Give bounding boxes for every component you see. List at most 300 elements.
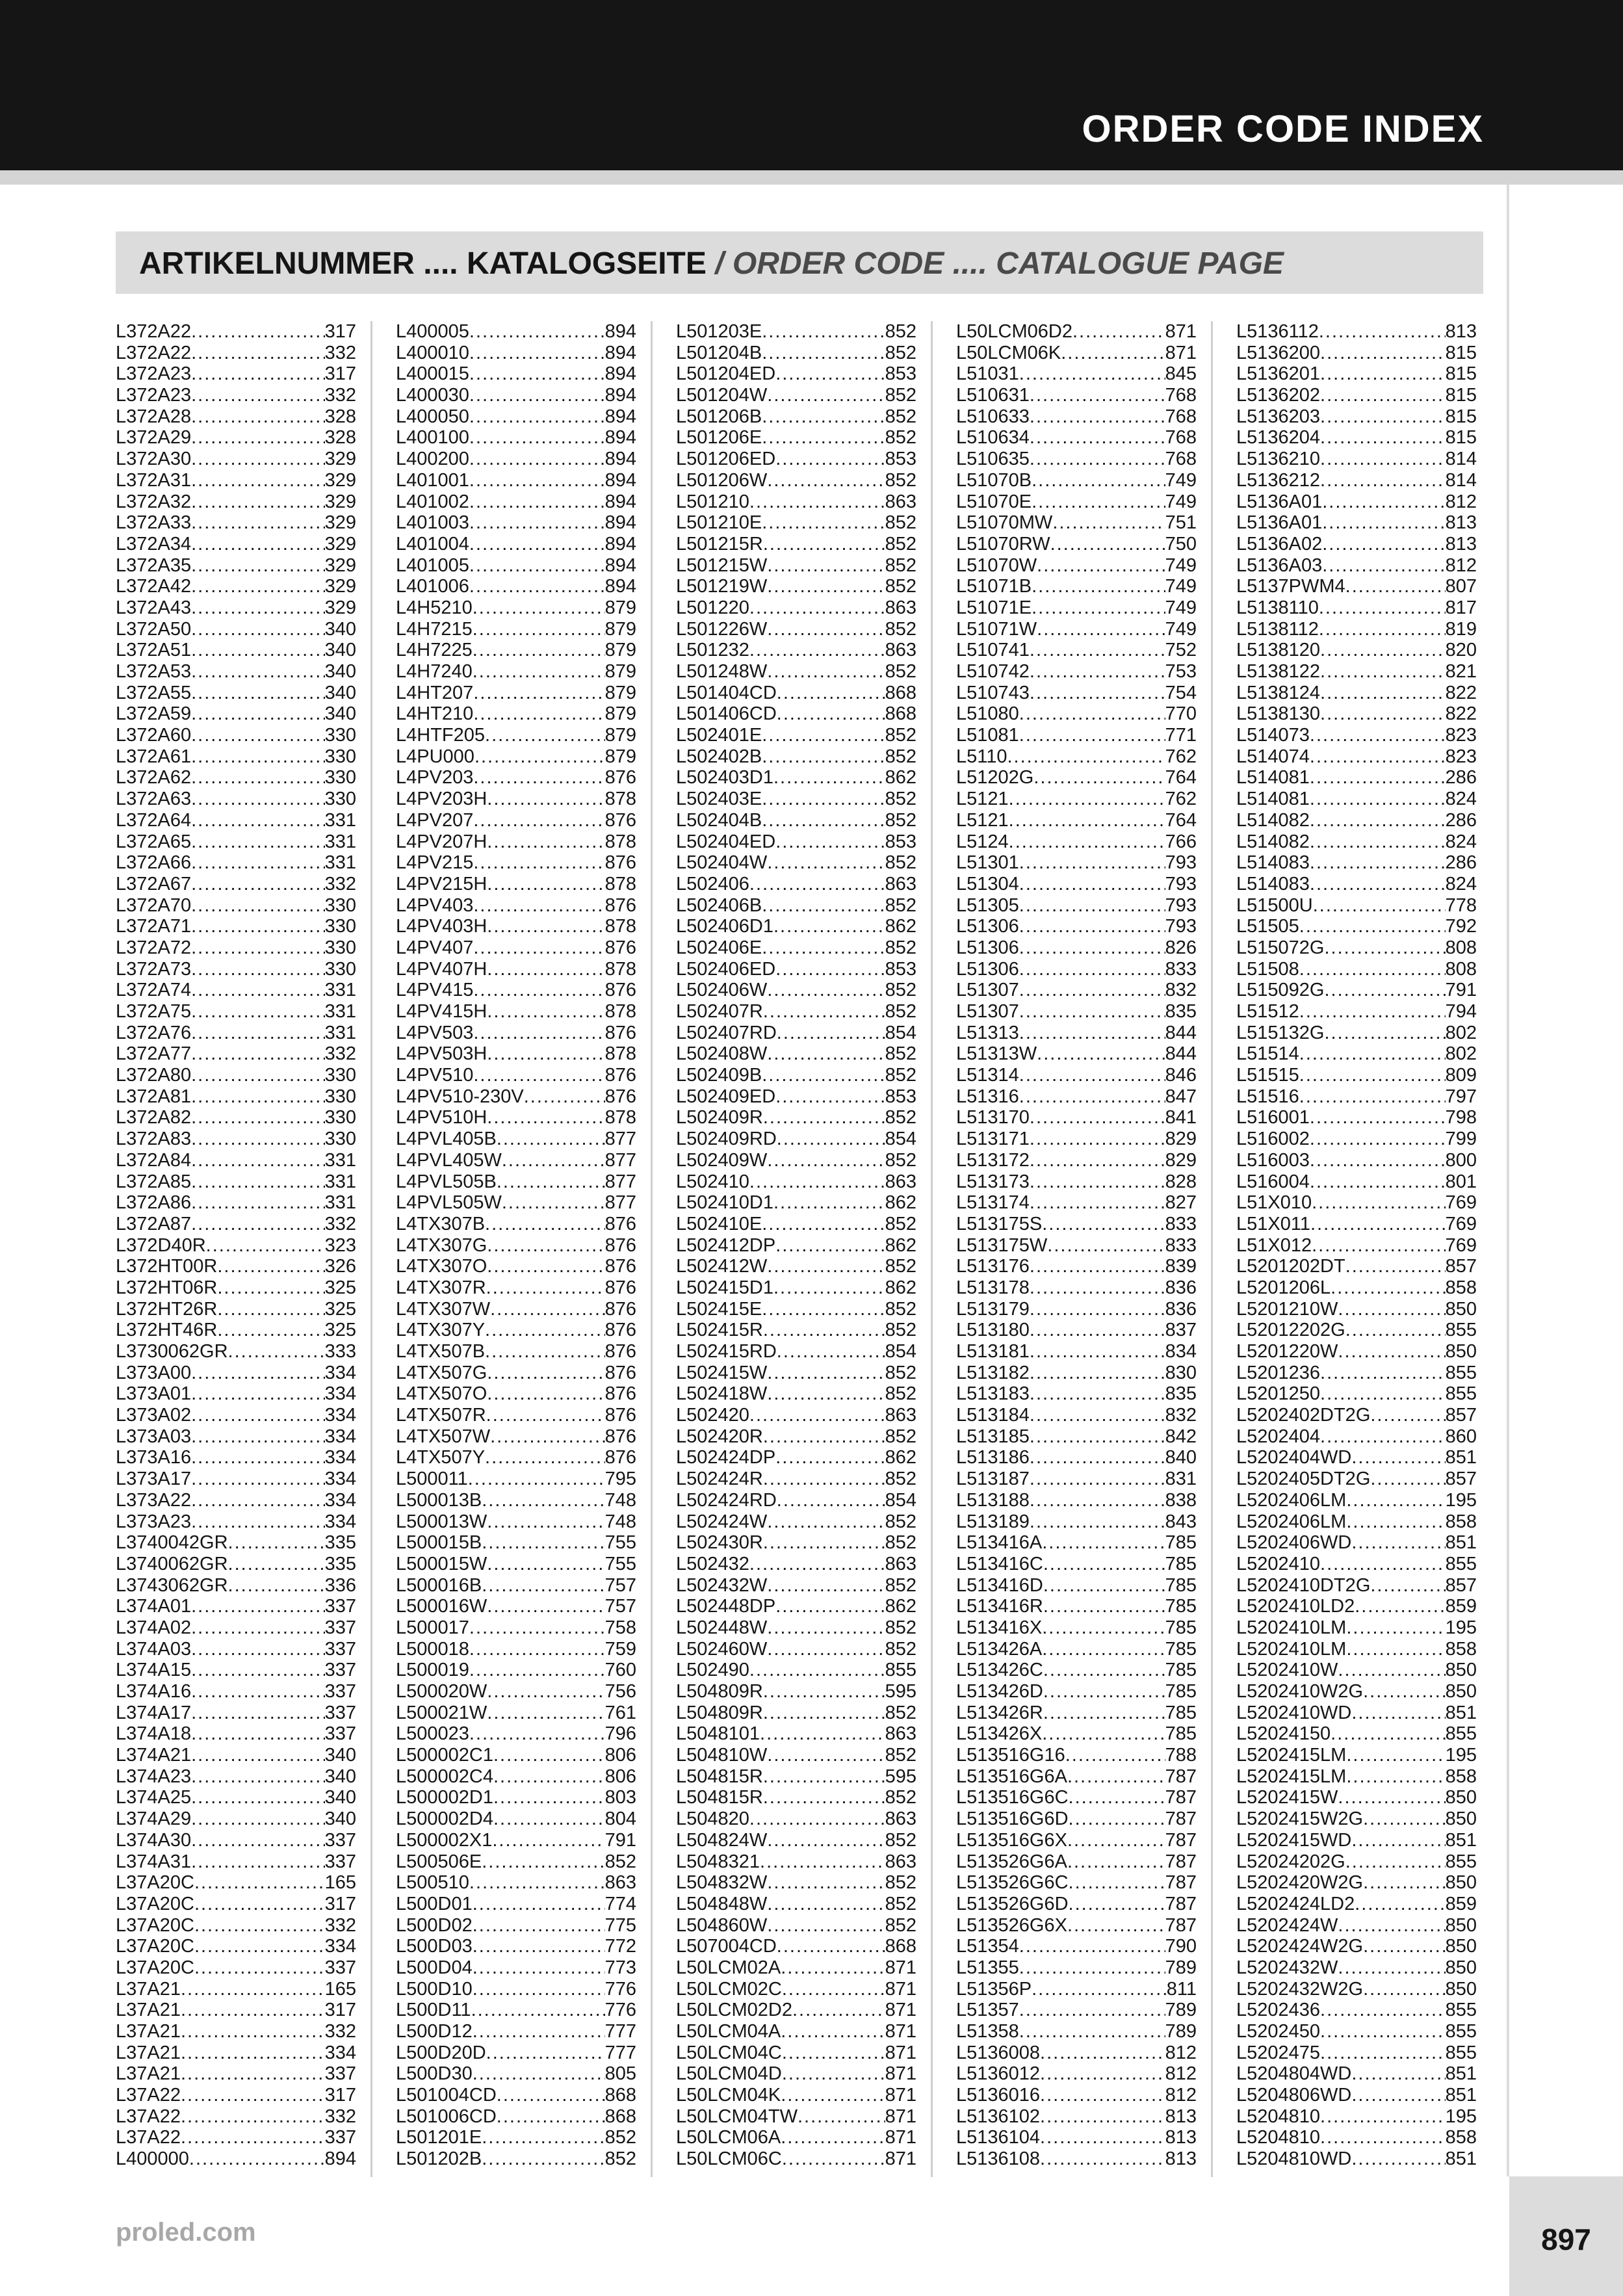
dot-leader xyxy=(1030,1299,1165,1320)
dot-leader xyxy=(767,619,885,640)
index-row xyxy=(116,1277,356,1299)
catalogue-page: 325 xyxy=(324,1320,356,1341)
index-row xyxy=(956,1681,1197,1702)
catalogue-page: 863 xyxy=(885,1405,916,1426)
index-row xyxy=(956,491,1197,513)
dot-leader xyxy=(502,1150,605,1171)
index-row xyxy=(396,1936,636,1957)
dot-leader xyxy=(1047,1235,1165,1257)
dot-leader xyxy=(486,2042,605,2064)
catalogue-page: 852 xyxy=(885,789,916,810)
index-row xyxy=(116,1426,356,1448)
catalogue-page: 286 xyxy=(1445,767,1477,789)
index-row xyxy=(956,1277,1197,1299)
dot-leader xyxy=(1040,2063,1165,2085)
dot-leader xyxy=(191,343,324,364)
dot-leader xyxy=(1310,810,1446,831)
dot-leader xyxy=(1310,746,1446,768)
index-row xyxy=(396,619,636,640)
dot-leader xyxy=(1346,1766,1445,1788)
dot-leader xyxy=(1299,916,1446,937)
index-row xyxy=(1236,470,1477,491)
dot-leader xyxy=(191,937,324,959)
catalogue-page: 332 xyxy=(324,385,356,406)
dot-leader xyxy=(1030,1320,1165,1341)
order-code: L4PV203 xyxy=(396,767,474,789)
index-row xyxy=(396,491,636,513)
dot-leader xyxy=(473,619,605,640)
catalogue-page: 853 xyxy=(885,449,916,470)
catalogue-page: 317 xyxy=(324,2000,356,2021)
dot-leader xyxy=(767,576,885,597)
order-code: L502409RD xyxy=(676,1128,777,1150)
order-code: L502406W xyxy=(676,980,768,1001)
dot-leader xyxy=(191,385,324,406)
catalogue-page: 333 xyxy=(324,1341,356,1362)
order-code: L500506E xyxy=(396,1851,482,1872)
catalogue-page: 331 xyxy=(324,1001,356,1022)
order-code: L501206ED xyxy=(676,449,776,470)
index-row xyxy=(676,852,916,874)
order-code: L5202436 xyxy=(1236,2000,1321,2021)
index-row xyxy=(1236,1490,1477,1511)
index-row xyxy=(1236,640,1477,661)
order-code: L500D03 xyxy=(396,1936,473,1957)
order-code: L500D10 xyxy=(396,1978,473,2000)
order-code: L372A86 xyxy=(116,1192,192,1214)
catalogue-page: 329 xyxy=(324,491,356,512)
index-row xyxy=(956,1214,1197,1235)
dot-leader xyxy=(749,491,885,513)
order-code: L51070B xyxy=(956,469,1032,491)
index-row xyxy=(1236,1723,1477,1745)
dot-leader xyxy=(487,1001,604,1023)
dot-leader xyxy=(487,1702,604,1724)
catalogue-page: 878 xyxy=(604,873,636,894)
index-row xyxy=(396,470,636,491)
catalogue-page: 876 xyxy=(604,767,636,789)
index-row xyxy=(396,1128,636,1150)
catalogue-page: 852 xyxy=(885,512,916,534)
order-code: L4PV407H xyxy=(396,958,487,980)
catalogue-page: 852 xyxy=(885,1298,916,1320)
order-code: L516002 xyxy=(1236,1128,1310,1150)
order-code: L501215W xyxy=(676,554,768,576)
dot-leader xyxy=(1322,512,1445,534)
index-row xyxy=(116,470,356,491)
order-code: L5136A01 xyxy=(1236,512,1323,534)
dot-leader xyxy=(181,2127,325,2148)
catalogue-page: 894 xyxy=(604,533,636,554)
order-code: L504815R xyxy=(676,1787,763,1808)
order-code: L51305 xyxy=(956,894,1019,916)
dot-leader xyxy=(775,1235,885,1257)
catalogue-page: 862 xyxy=(885,1447,916,1468)
catalogue-page: 340 xyxy=(324,1766,356,1787)
index-row xyxy=(1236,1681,1477,1702)
catalogue-page: 829 xyxy=(1165,1149,1197,1171)
index-row xyxy=(676,1171,916,1193)
catalogue-page: 863 xyxy=(604,1872,636,1894)
dot-leader xyxy=(1030,1128,1165,1150)
order-code: L51301 xyxy=(956,852,1019,874)
catalogue-page: 595 xyxy=(885,1681,916,1702)
catalogue-page: 790 xyxy=(1165,1936,1197,1957)
index-row xyxy=(676,1086,916,1108)
dot-leader xyxy=(191,321,324,343)
order-code: L372A61 xyxy=(116,746,192,767)
catalogue-page: 749 xyxy=(1165,597,1197,618)
dot-leader xyxy=(762,746,885,768)
index-row xyxy=(1236,1065,1477,1086)
dot-leader xyxy=(775,363,885,385)
order-code: L401001 xyxy=(396,469,469,491)
dot-leader xyxy=(1069,1894,1165,1915)
dot-leader xyxy=(1338,1915,1445,1937)
catalogue-page: 764 xyxy=(1165,809,1197,831)
order-code: L51508 xyxy=(1236,958,1299,980)
index-row xyxy=(956,746,1197,768)
order-code: L51514 xyxy=(1236,1043,1299,1065)
catalogue-page: 862 xyxy=(885,1596,916,1617)
dot-leader xyxy=(487,916,604,937)
index-row xyxy=(1236,1235,1477,1257)
catalogue-page: 859 xyxy=(1445,1596,1477,1617)
catalogue-page: 854 xyxy=(885,1341,916,1362)
order-code: L5136016 xyxy=(956,2085,1041,2106)
order-code: L372HT46R xyxy=(116,1320,218,1341)
order-code: L501219W xyxy=(676,576,768,597)
order-code: L502406E xyxy=(676,937,762,958)
index-row xyxy=(116,1766,356,1788)
order-code: L502406D1 xyxy=(676,916,773,937)
dot-leader xyxy=(191,1808,324,1830)
order-code: L373A16 xyxy=(116,1447,192,1468)
dot-leader xyxy=(763,1766,885,1788)
dot-leader xyxy=(777,1936,885,1957)
index-row xyxy=(676,1532,916,1554)
index-row xyxy=(396,1001,636,1023)
order-code: L513184 xyxy=(956,1405,1030,1426)
order-code: L502406B xyxy=(676,894,762,916)
catalogue-page: 852 xyxy=(885,1702,916,1723)
index-row xyxy=(676,980,916,1001)
catalogue-page: 776 xyxy=(604,2000,636,2021)
order-code: L502409B xyxy=(676,1065,762,1086)
catalogue-page: 329 xyxy=(324,469,356,491)
dot-leader xyxy=(1363,1808,1446,1830)
index-row xyxy=(396,1830,636,1851)
catalogue-page: 852 xyxy=(885,1638,916,1660)
index-row xyxy=(396,1150,636,1171)
dot-leader xyxy=(191,1214,324,1235)
index-row xyxy=(396,1872,636,1894)
catalogue-page: 858 xyxy=(1445,1638,1477,1660)
catalogue-page: 855 xyxy=(1445,1320,1477,1341)
order-code: L501206E xyxy=(676,427,762,449)
catalogue-page: 859 xyxy=(1445,1893,1477,1914)
dot-leader xyxy=(1319,597,1446,619)
dot-leader xyxy=(1320,449,1446,470)
catalogue-page: 824 xyxy=(1445,873,1477,894)
dot-leader xyxy=(194,1872,325,1894)
index-row xyxy=(396,1766,636,1788)
dot-leader xyxy=(1351,2063,1445,2085)
order-code: L372A62 xyxy=(116,767,192,789)
dot-leader xyxy=(775,1086,885,1108)
dot-leader xyxy=(191,1447,324,1468)
catalogue-page: 852 xyxy=(885,1065,916,1086)
order-code: L4PVL405B xyxy=(396,1128,497,1150)
dot-leader xyxy=(767,1745,885,1766)
order-code: L4PV215 xyxy=(396,852,474,874)
index-row xyxy=(956,1468,1197,1490)
index-row xyxy=(396,1447,636,1468)
index-row xyxy=(956,1915,1197,1937)
order-code: L513189 xyxy=(956,1511,1030,1532)
dot-leader xyxy=(762,937,885,959)
index-row xyxy=(1236,959,1477,980)
order-code: L5138120 xyxy=(1236,640,1321,661)
index-row xyxy=(396,1405,636,1426)
dot-leader xyxy=(487,1554,604,1575)
order-code: L513516G6D xyxy=(956,1808,1069,1830)
catalogue-page: 852 xyxy=(885,980,916,1001)
index-row xyxy=(1236,895,1477,917)
catalogue-page: 824 xyxy=(1445,789,1477,810)
dot-leader xyxy=(762,343,885,364)
index-row xyxy=(956,1575,1197,1597)
order-code: L37A22 xyxy=(116,2085,181,2106)
index-row xyxy=(956,1107,1197,1128)
catalogue-page: 876 xyxy=(604,1405,636,1426)
catalogue-page: 862 xyxy=(885,767,916,789)
order-code: L502403E xyxy=(676,789,762,810)
dot-leader xyxy=(217,1277,324,1299)
index-row xyxy=(956,640,1197,661)
catalogue-page: 824 xyxy=(1445,831,1477,852)
order-code: L5201236 xyxy=(1236,1362,1321,1383)
catalogue-page: 797 xyxy=(1445,1086,1477,1107)
dot-leader xyxy=(1019,1065,1165,1086)
dot-leader xyxy=(485,1341,605,1363)
dot-leader xyxy=(1030,1511,1165,1533)
index-row xyxy=(1236,1808,1477,1830)
catalogue-page: 813 xyxy=(1165,2106,1197,2127)
index-row xyxy=(116,1851,356,1873)
catalogue-page: 850 xyxy=(1445,1914,1477,1936)
order-code: L51316 xyxy=(956,1086,1019,1107)
order-code: L504860W xyxy=(676,1914,768,1936)
dot-leader xyxy=(777,1341,885,1363)
dot-leader xyxy=(792,2000,885,2021)
catalogue-page: 337 xyxy=(324,1617,356,1638)
order-code: L4TX307G xyxy=(396,1234,487,1256)
index-row xyxy=(116,1745,356,1766)
dot-leader xyxy=(1032,597,1165,619)
index-row xyxy=(1236,555,1477,577)
dot-leader xyxy=(490,1299,605,1320)
catalogue-page: 793 xyxy=(1165,873,1197,894)
order-code: L502409W xyxy=(676,1149,768,1171)
index-row xyxy=(396,1363,636,1384)
dot-leader xyxy=(1313,895,1446,917)
index-row xyxy=(956,427,1197,449)
index-row xyxy=(396,363,636,385)
index-row xyxy=(956,895,1197,917)
catalogue-page: 852 xyxy=(885,1213,916,1234)
dot-leader xyxy=(191,1150,324,1171)
order-code: L513426C xyxy=(956,1660,1043,1681)
catalogue-page: 835 xyxy=(1165,1383,1197,1405)
dot-leader xyxy=(191,534,324,555)
dot-leader xyxy=(763,534,885,555)
order-code: L4PV415H xyxy=(396,1001,487,1022)
index-row xyxy=(116,534,356,555)
dot-leader xyxy=(1363,1872,1446,1894)
catalogue-page: 879 xyxy=(604,746,636,767)
dot-leader xyxy=(1351,1830,1445,1851)
catalogue-page: 317 xyxy=(324,1893,356,1914)
index-row xyxy=(676,2000,916,2021)
order-code: L500D30 xyxy=(396,2063,473,2085)
index-row xyxy=(676,1681,916,1702)
order-code: L504832W xyxy=(676,1872,768,1894)
order-code: L510742 xyxy=(956,661,1030,682)
order-code: L513171 xyxy=(956,1128,1030,1150)
catalogue-page: 808 xyxy=(1445,937,1477,958)
catalogue-page: 852 xyxy=(885,1149,916,1171)
index-row xyxy=(1236,343,1477,364)
catalogue-page: 785 xyxy=(1165,1723,1197,1745)
index-row xyxy=(956,555,1197,577)
dot-leader xyxy=(1061,343,1165,364)
order-code: L500018 xyxy=(396,1638,469,1660)
index-row xyxy=(396,831,636,853)
dot-leader xyxy=(487,1383,604,1405)
dot-leader xyxy=(1299,1043,1446,1065)
catalogue-page: 773 xyxy=(604,1957,636,1978)
catalogue-page: 814 xyxy=(1445,469,1477,491)
catalogue-page: 787 xyxy=(1165,1893,1197,1914)
index-row xyxy=(396,1787,636,1808)
dot-leader xyxy=(1320,703,1446,725)
order-code: L372A50 xyxy=(116,618,192,640)
dot-leader xyxy=(1040,2106,1165,2128)
index-row xyxy=(1236,831,1477,853)
order-code: L5136A01 xyxy=(1236,491,1323,512)
catalogue-page: 843 xyxy=(1165,1511,1197,1532)
order-code: L501204B xyxy=(676,342,762,363)
catalogue-page: 847 xyxy=(1165,1086,1197,1107)
index-row xyxy=(676,937,916,959)
order-code: L501210E xyxy=(676,512,762,534)
index-row xyxy=(1236,363,1477,385)
order-code: L51354 xyxy=(956,1936,1019,1957)
catalogue-page: 813 xyxy=(1165,2127,1197,2148)
index-row xyxy=(116,2000,356,2021)
index-row xyxy=(1236,683,1477,704)
dot-leader xyxy=(469,576,605,597)
order-code: L372A80 xyxy=(116,1065,192,1086)
index-row xyxy=(676,1596,916,1617)
index-row xyxy=(1236,1426,1477,1448)
catalogue-page: 323 xyxy=(324,1234,356,1256)
order-code: L51081 xyxy=(956,725,1019,746)
order-code: L5202404 xyxy=(1236,1426,1321,1447)
dot-leader xyxy=(469,385,605,406)
catalogue-page: 862 xyxy=(885,1277,916,1298)
order-code: L500510 xyxy=(396,1872,469,1894)
dot-leader xyxy=(181,1979,325,2000)
order-code: L374A21 xyxy=(116,1745,192,1766)
dot-leader xyxy=(763,1320,885,1341)
order-code: L5202424W2G xyxy=(1236,1936,1364,1957)
order-code: L51313 xyxy=(956,1022,1019,1043)
catalogue-page: 876 xyxy=(604,937,636,958)
dot-leader xyxy=(1338,1787,1445,1808)
dot-leader xyxy=(775,1596,885,1617)
catalogue-page: 337 xyxy=(324,1681,356,1702)
catalogue-page: 858 xyxy=(1445,1277,1477,1298)
index-row xyxy=(956,576,1197,597)
catalogue-page: 330 xyxy=(324,1107,356,1128)
order-code: L400005 xyxy=(396,321,469,342)
catalogue-page: 787 xyxy=(1165,1851,1197,1872)
catalogue-page: 335 xyxy=(324,1532,356,1554)
order-code: L510631 xyxy=(956,385,1030,406)
index-row xyxy=(676,1830,916,1851)
catalogue-page: 332 xyxy=(324,1213,356,1234)
catalogue-page: 860 xyxy=(1445,1426,1477,1447)
index-row xyxy=(396,1214,636,1235)
dot-leader xyxy=(1009,789,1165,810)
catalogue-page: 876 xyxy=(604,1022,636,1043)
index-row xyxy=(116,1660,356,1681)
index-row xyxy=(1236,2000,1477,2021)
dot-leader xyxy=(1019,895,1165,917)
order-code: L51080 xyxy=(956,703,1019,725)
dot-leader xyxy=(1322,491,1445,513)
catalogue-page: 329 xyxy=(324,449,356,470)
index-row xyxy=(116,640,356,661)
index-row xyxy=(116,2063,356,2085)
catalogue-page: 833 xyxy=(1165,1213,1197,1234)
order-code: L510634 xyxy=(956,427,1030,449)
order-code: L514082 xyxy=(1236,809,1310,831)
index-row xyxy=(956,2106,1197,2128)
catalogue-page: 857 xyxy=(1445,1256,1477,1277)
order-code: L4PV510 xyxy=(396,1065,474,1086)
catalogue-page: 332 xyxy=(324,1043,356,1065)
dot-leader xyxy=(1320,640,1446,661)
dot-leader xyxy=(767,555,885,577)
order-code: L50LCM06D2 xyxy=(956,321,1072,342)
order-code: L5202410WD xyxy=(1236,1702,1352,1723)
catalogue-page: 760 xyxy=(604,1660,636,1681)
index-row xyxy=(956,1341,1197,1363)
order-code: L372A75 xyxy=(116,1001,192,1022)
catalogue-page: 195 xyxy=(1445,1617,1477,1638)
order-code: L513416A xyxy=(956,1532,1043,1554)
catalogue-page: 852 xyxy=(885,1914,916,1936)
catalogue-page: 805 xyxy=(604,2063,636,2085)
order-code: L513185 xyxy=(956,1426,1030,1447)
page-number: 897 xyxy=(1541,2223,1591,2256)
catalogue-page: 894 xyxy=(604,321,636,342)
order-code: L4PV215H xyxy=(396,873,487,894)
catalogue-page: 165 xyxy=(324,1872,356,1894)
